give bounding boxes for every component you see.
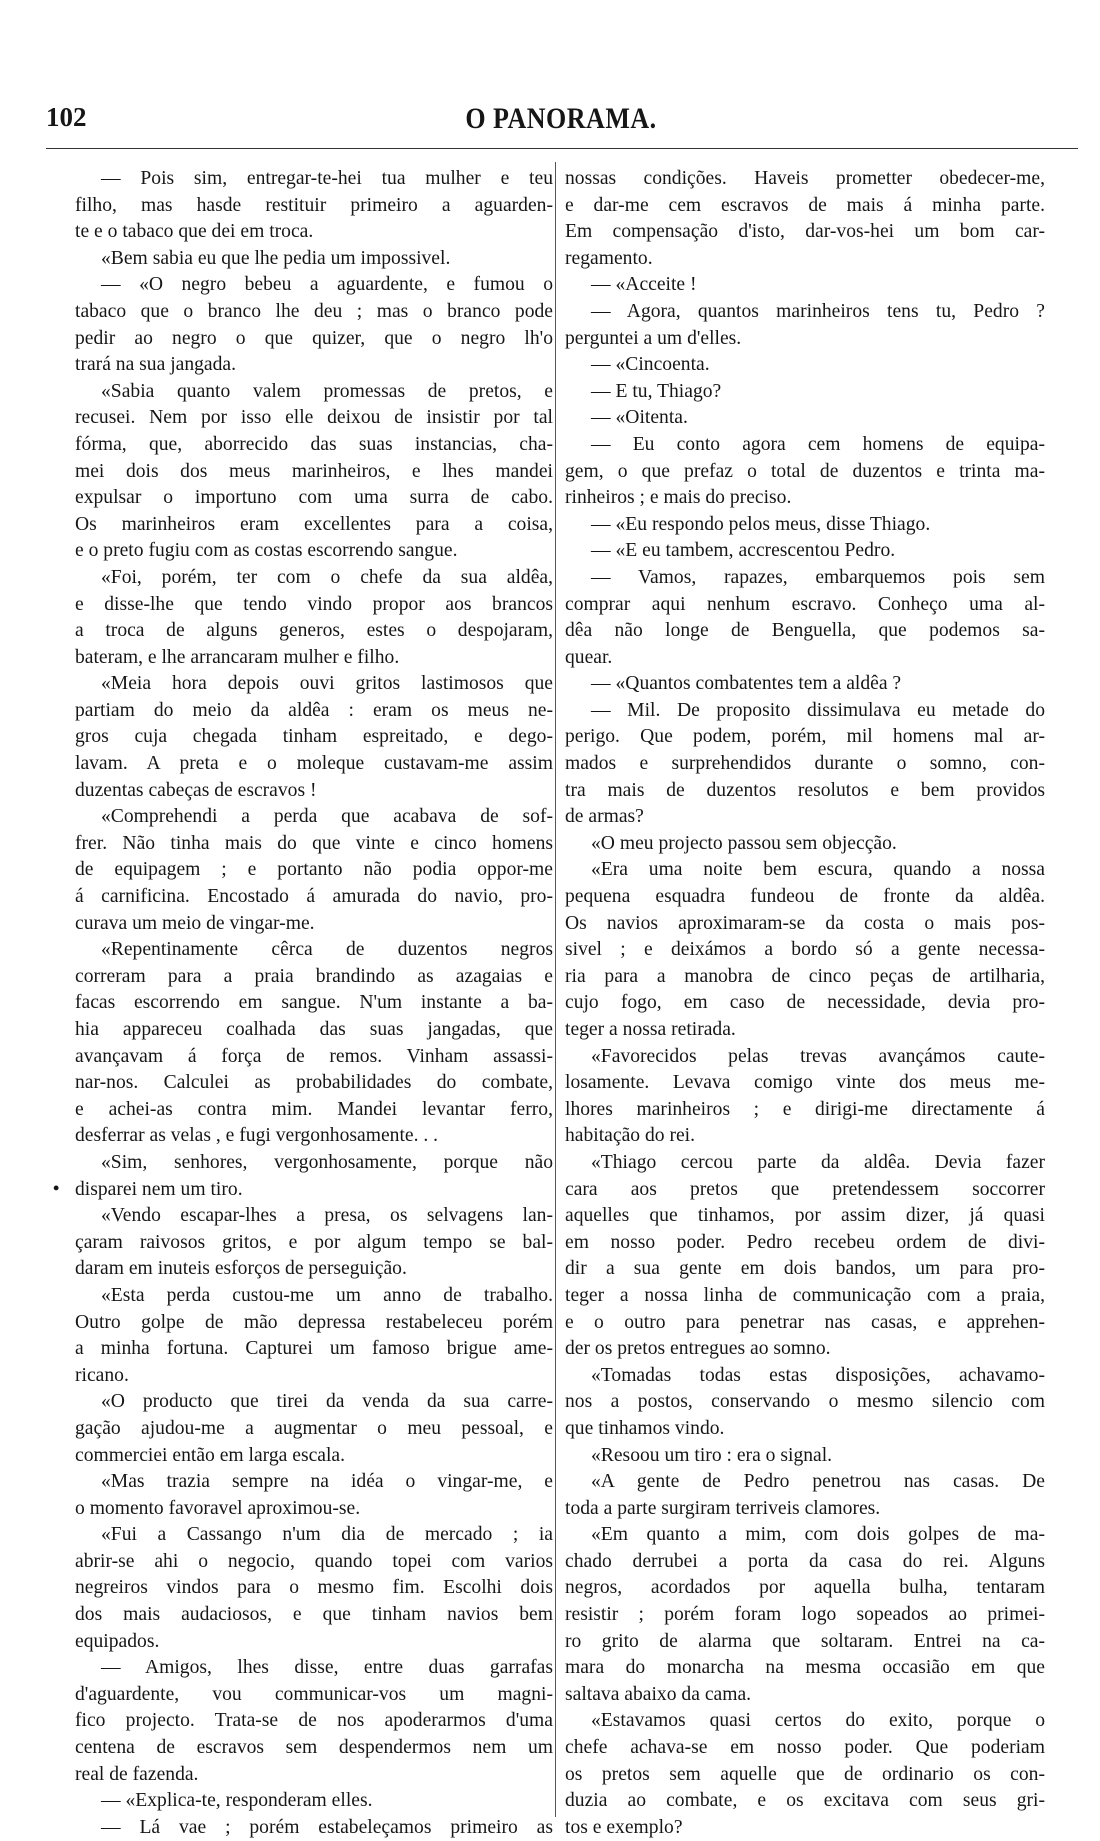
text-line: — E tu, Thiago? [591, 380, 722, 402]
text-line: «Estavamos quasi certos do exito, porque o [591, 1710, 1045, 1732]
text-line: dir a sua gente em dois bandos, um para pro- [565, 1258, 1045, 1280]
text-line: chado derrubei a porta da casa do rei. Alguns [565, 1550, 1045, 1572]
text-line: gros cuja chegada tinham espreitado, e dego- [75, 726, 553, 748]
text-line: curava um meio de vingar-me. [75, 912, 315, 934]
text-line: e achei-as contra mim. Mandei levantar ferro, [75, 1098, 553, 1120]
text-line: «Sabia quanto valem promessas de pretos, e [101, 380, 553, 402]
text-line: em nosso poder. Pedro recebeu ordem de divi- [565, 1231, 1045, 1253]
margin-mark: • [53, 1178, 60, 1198]
text-line: toda a parte surgiram terriveis clamores. [565, 1497, 881, 1519]
text-line: partiam do meio da aldêa : eram os meus ne- [75, 699, 553, 721]
text-line: tra mais de duzentos resolutos e bem providos [565, 779, 1045, 801]
text-line: duzentas cabeças de escravos ! [75, 779, 317, 801]
right-column [565, 166, 1045, 1841]
text-line: os pretos sem aquelle que de ordinario os con- [565, 1763, 1045, 1785]
text-line: desferrar as velas , e fugi vergonhosamente. . . [75, 1125, 439, 1147]
text-line: dêa não longe de Benguella, que podemos sa- [565, 620, 1045, 642]
text-line: «Resoou um tiro : era o signal. [591, 1444, 833, 1466]
text-line: disparei nem um tiro. [75, 1178, 243, 1200]
text-line: Em compensação d'isto, dar-vos-hei um bom car- [565, 221, 1045, 243]
text-line: «A gente de Pedro penetrou nas casas. De [591, 1471, 1045, 1493]
text-line: pequena esquadra fundeou de fronte da aldêa. [565, 886, 1045, 908]
text-line: mei dois dos meus marinheiros, e lhes mandei [75, 460, 553, 482]
text-line: correram para a praia brandindo as azagaias e [75, 965, 553, 987]
text-line: avançavam á força de remos. Vinham assassi- [75, 1045, 553, 1067]
text-line: pedir ao negro o que quizer, que o negro lh'o [75, 327, 553, 349]
text-line: «O meu projecto passou sem objecção. [591, 832, 897, 854]
text-line: «Em quanto a mim, com dois golpes de ma- [591, 1524, 1045, 1546]
text-line: perguntei a um d'elles. [565, 327, 742, 349]
text-line: — «E eu tambem, accrescentou Pedro. [591, 540, 896, 562]
text-line: negros, acordados por aquella bulha, tentaram [565, 1577, 1045, 1599]
text-line: lavam. A preta e o moleque custavam-me assim [75, 753, 553, 775]
text-line: — Vamos, rapazes, embarquemos pois sem [591, 566, 1045, 588]
text-line: — «Oitenta. [591, 407, 688, 429]
text-line: «Era uma noite bem escura, quando a nossa [591, 859, 1045, 881]
text-line: de armas? [565, 806, 644, 828]
text-line: tos e exemplo? [565, 1816, 683, 1838]
text-line: e o outro para penetrar nas casas, e apprehen- [565, 1311, 1045, 1333]
column-divider [555, 162, 556, 1817]
text-line: — «Explica-te, responderam elles. [101, 1790, 373, 1812]
text-line: lhores marinheiros ; e dirigi-me directamente á [565, 1098, 1045, 1120]
text-line: — «Quantos combatentes tem a aldêa ? [591, 673, 902, 695]
text-line: teger a nossa retirada. [565, 1019, 736, 1040]
text-line: teger a nossa linha de communicação com a praia, [565, 1284, 1045, 1306]
text-line: «Thiago cercou parte da aldêa. Devia fazer [591, 1151, 1045, 1173]
text-line: sivel ; e deixámos a bordo só a gente necessa- [565, 939, 1045, 961]
text-line: losamente. Levava comigo vinte dos meus me- [565, 1072, 1045, 1094]
text-line: «Repentinamente cêrca de duzentos negros [101, 939, 553, 961]
text-line: perigo. Que podem, porém, mil homens mal ar- [565, 726, 1045, 748]
text-line: ricano. [75, 1364, 129, 1386]
text-line: Os navios aproximaram-se da costa o mais pos- [565, 912, 1045, 934]
text-line: der os pretos entregues ao somno. [565, 1338, 831, 1360]
text-line: o momento favoravel aproximou-se. [75, 1497, 361, 1519]
text-line: commerciei então em larga escala. [75, 1444, 345, 1466]
text-line: aquelles que tinhamos, por assim dizer, já quasi [565, 1205, 1045, 1227]
text-line: gem, o que prefaz o total de duzentos e trinta ma- [565, 460, 1045, 482]
text-line: tabaco que o branco lhe deu ; mas o branco pode [75, 300, 553, 322]
text-line: dos mais audaciosos, e que tinham navios bem [75, 1604, 553, 1626]
header-rule [46, 148, 1078, 149]
left-column [75, 166, 553, 1841]
text-line: frer. Não tinha mais do que vinte e cinco homens [75, 832, 553, 854]
text-line: — Amigos, lhes disse, entre duas garrafas [101, 1657, 553, 1679]
text-line: habitação do rei. [565, 1125, 696, 1147]
text-line: comprar aqui nenhum escravo. Conheço uma al- [565, 593, 1045, 615]
text-line: — «Acceite ! [591, 274, 697, 296]
text-line: — Lá vae ; porém estabeleçamos primeiro as [101, 1816, 553, 1838]
text-line: ria para a manobra de cinco peças de artilharia, [565, 965, 1045, 987]
text-line: gação ajudou-me a augmentar o meu pessoal, e [75, 1417, 553, 1439]
text-line: rinheiros ; e mais do preciso. [565, 487, 792, 509]
text-line: «Bem sabia eu que lhe pedia um impossivel. [101, 247, 451, 269]
text-line: á carnificina. Encostado á amurada do navio, pro- [75, 886, 553, 908]
page-header [46, 102, 1076, 138]
text-line: duzia ao combate, e os excitava com seus gri- [565, 1790, 1045, 1812]
text-line: abrir-se ahi o negocio, quando topei com varios [75, 1550, 553, 1572]
text-line: real de fazenda. [75, 1763, 199, 1785]
text-line: saltava abaixo da cama. [565, 1683, 752, 1705]
text-line: filho, mas hasde restituir primeiro a aguarden- [75, 194, 553, 216]
text-line: «Esta perda custou-me um anno de trabalho. [101, 1284, 553, 1306]
text-line: bateram, e lhe arrancaram mulher e filho. [75, 646, 400, 668]
text-line: e o preto fugiu com as costas escorrendo sangue. [75, 540, 458, 562]
text-line: fico projecto. Trata-se de nos apoderarmos d'uma [75, 1710, 553, 1732]
text-line: equipados. [75, 1630, 160, 1652]
text-line: cujo fogo, em caso de necessidade, devia pro- [565, 992, 1045, 1014]
text-line: «Fui a Cassango n'um dia de mercado ; ia [101, 1524, 553, 1546]
text-line: e dar-me cem escravos de mais á minha parte. [565, 194, 1045, 216]
text-line: quear. [565, 646, 613, 668]
text-line: mados e surprehendidos durante o somno, con- [565, 753, 1045, 775]
text-line: «Foi, porém, ter com o chefe da sua aldêa, [101, 566, 553, 588]
text-line: — «Eu respondo pelos meus, disse Thiago. [591, 513, 931, 535]
running-title: O PANORAMA. [465, 102, 657, 135]
text-line: «Comprehendi a perda que acabava de sof- [101, 806, 553, 828]
text-line: que tinhamos vindo. [565, 1417, 725, 1439]
text-line: «Favorecidos pelas trevas avançámos caute- [591, 1045, 1045, 1067]
text-line: negreiros vindos para o mesmo fim. Escolhi dois [75, 1577, 553, 1599]
text-line: a troca de alguns generos, estes o despojaram, [75, 620, 553, 642]
text-line: ro grito de alarma que soltaram. Entrei na ca- [565, 1630, 1045, 1652]
text-line: centena de escravos sem despendermos nem um [75, 1737, 553, 1759]
text-line: — Agora, quantos marinheiros tens tu, Pedro ? [591, 300, 1045, 322]
text-line: expulsar o importuno com uma surra de cabo. [75, 487, 553, 509]
text-line: cara aos pretos que pretendessem soccorrer [565, 1178, 1045, 1200]
text-line: «Tomadas todas estas disposições, achavamo- [591, 1364, 1045, 1386]
text-line: hia appareceu coalhada das suas jangadas, que [75, 1019, 553, 1040]
text-line: — Mil. De proposito dissimulava eu metade do [591, 699, 1045, 721]
text-line: «O producto que tirei da venda da sua carre- [101, 1391, 553, 1413]
text-line: daram em inuteis esforços de perseguição. [75, 1258, 407, 1280]
text-line: «Sim, senhores, vergonhosamente, porque não [101, 1151, 553, 1173]
text-line: — «Cincoenta. [591, 354, 710, 376]
text-line: nos a postos, conservando o mesmo silencio com [565, 1391, 1045, 1413]
text-line: te e o tabaco que dei em troca. [75, 221, 314, 243]
text-line: resistir ; porém foram logo sopeados ao primei- [565, 1604, 1045, 1626]
text-line: mara do monarcha na mesma occasião em que [565, 1657, 1045, 1679]
text-line: recusei. Nem por isso elle deixou de insistir por tal [75, 407, 553, 429]
text-line: — Eu conto agora cem homens de equipa- [591, 433, 1045, 455]
text-line: «Mas trazia sempre na idéa o vingar-me, e [101, 1471, 553, 1493]
text-line: trará na sua jangada. [75, 354, 237, 376]
text-line: d'aguardente, vou communicar-vos um magni- [75, 1683, 553, 1705]
text-line: a minha fortuna. Capturei um famoso brigue ame- [75, 1338, 553, 1360]
text-line: «Meia hora depois ouvi gritos lastimosos que [101, 673, 553, 695]
text-line: facas escorrendo em sangue. N'um instante a ba- [75, 992, 553, 1014]
text-line: — «O negro bebeu a aguardente, e fumou o [101, 274, 553, 296]
text-line: «Vendo escapar-lhes a presa, os selvagens lan- [101, 1205, 553, 1227]
text-line: Outro golpe de mão depressa restabeleceu porém [75, 1311, 553, 1333]
text-line: de equipagem ; e portanto não podia oppor-me [75, 859, 553, 881]
text-line: e disse-lhe que tendo vindo propor aos brancos [75, 593, 553, 615]
text-line: nossas condições. Haveis prometter obedecer-me, [565, 168, 1045, 189]
text-line: chefe achava-se em nosso poder. Que poderiam [565, 1737, 1045, 1759]
text-line: nar-nos. Calculei as probabilidades do combate, [75, 1072, 553, 1094]
text-line: Os marinheiros eram excellentes para a coisa, [75, 513, 553, 535]
text-line: — Pois sim, entregar-te-hei tua mulher e teu [101, 168, 553, 189]
text-line: regamento. [565, 247, 653, 269]
page-number: 102 [46, 102, 87, 132]
text-line: fórma, que, aborrecido das suas instancias, cha- [75, 433, 553, 455]
text-line: çaram raivosos gritos, e por algum tempo se bal- [75, 1231, 553, 1253]
